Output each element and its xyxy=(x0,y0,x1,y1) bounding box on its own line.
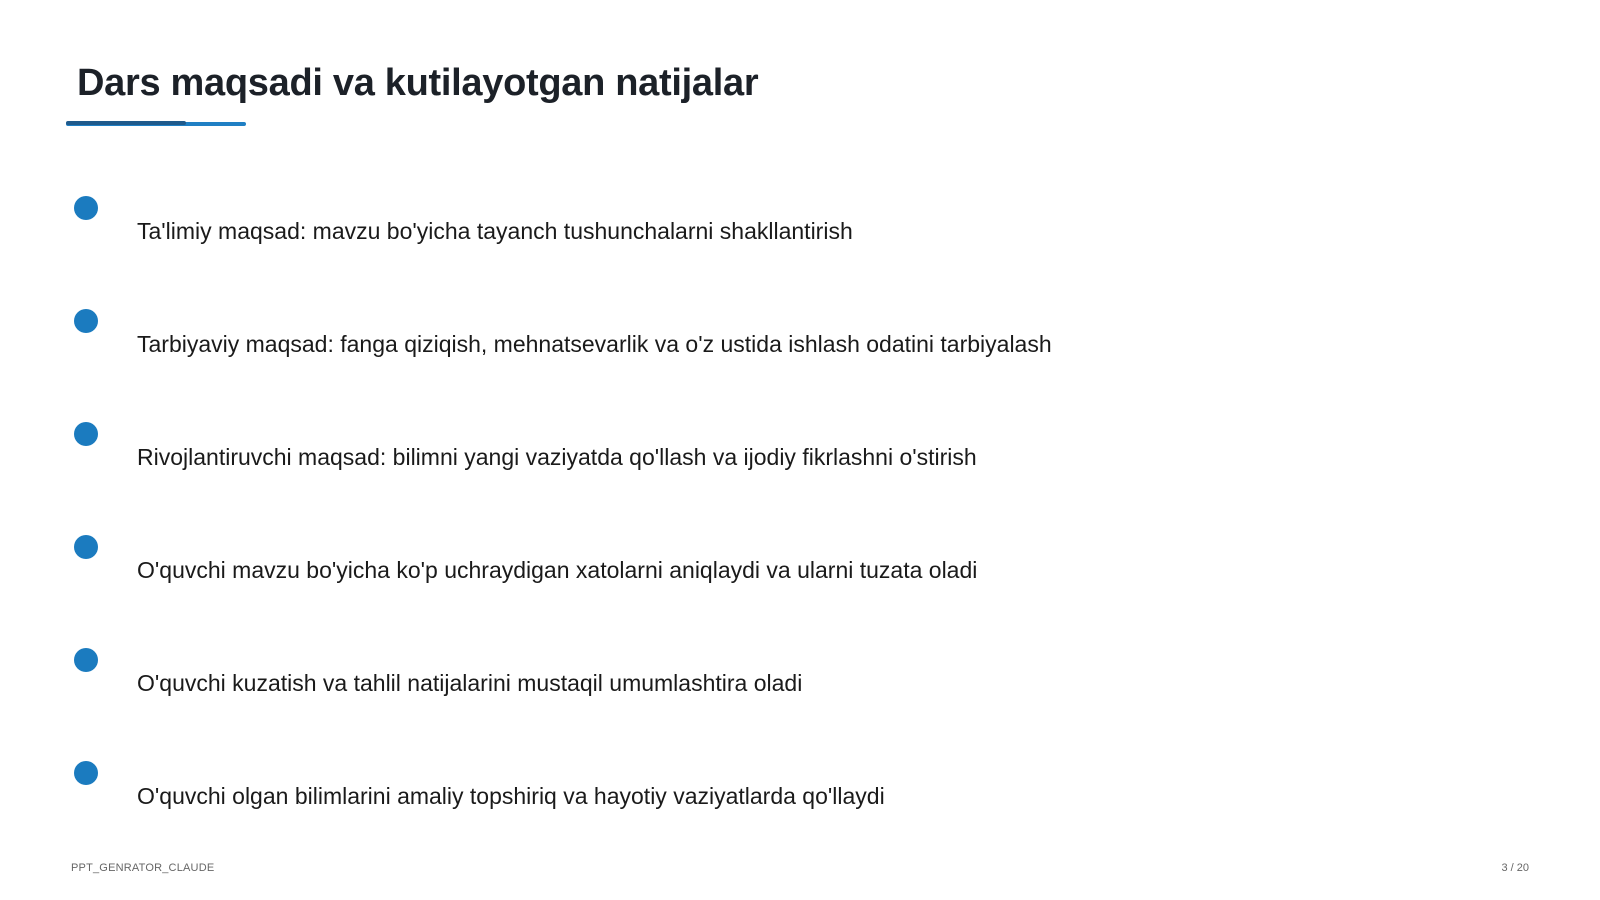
page-number: 3 / 20 xyxy=(1501,862,1529,874)
bullet-text: O'quvchi kuzatish va tahlil natijalarini mustaqil umumlashtira oladi xyxy=(137,670,803,696)
bullet-text: Rivojlantiruvchi maqsad: bilimni yangi vaziyatda qo'llash va ijodiy fikrlashni o'stirish xyxy=(137,444,977,470)
footer-source: PPT_GENRATOR_CLAUDE xyxy=(71,862,215,874)
slide-title: Dars maqsadi va kutilayotgan natijalar xyxy=(77,62,759,104)
bullet-dot-icon xyxy=(74,196,98,220)
list-item xyxy=(0,761,1600,851)
list-item xyxy=(0,535,1600,625)
list-item xyxy=(0,648,1600,738)
list-item xyxy=(0,196,1600,286)
bullet-text: O'quvchi mavzu bo'yicha ko'p uchraydigan xatolarni aniqlaydi va ularni tuzata oladi xyxy=(137,557,978,583)
bullet-dot-icon xyxy=(74,422,98,446)
bullet-dot-icon xyxy=(74,761,98,785)
list-item xyxy=(0,309,1600,399)
bullet-dot-icon xyxy=(74,309,98,333)
bullet-text: O'quvchi olgan bilimlarini amaliy topshiriq va hayotiy vaziyatlarda qo'llaydi xyxy=(137,783,885,809)
bullet-dot-icon xyxy=(74,535,98,559)
bullet-text: Ta'limiy maqsad: mavzu bo'yicha tayanch tushunchalarni shakllantirish xyxy=(137,218,853,244)
bullet-text: Tarbiyaviy maqsad: fanga qiziqish, mehnatsevarlik va o'z ustida ishlash odatini tarbiyalash xyxy=(137,331,1052,357)
list-item xyxy=(0,422,1600,512)
bullet-dot-icon xyxy=(74,648,98,672)
